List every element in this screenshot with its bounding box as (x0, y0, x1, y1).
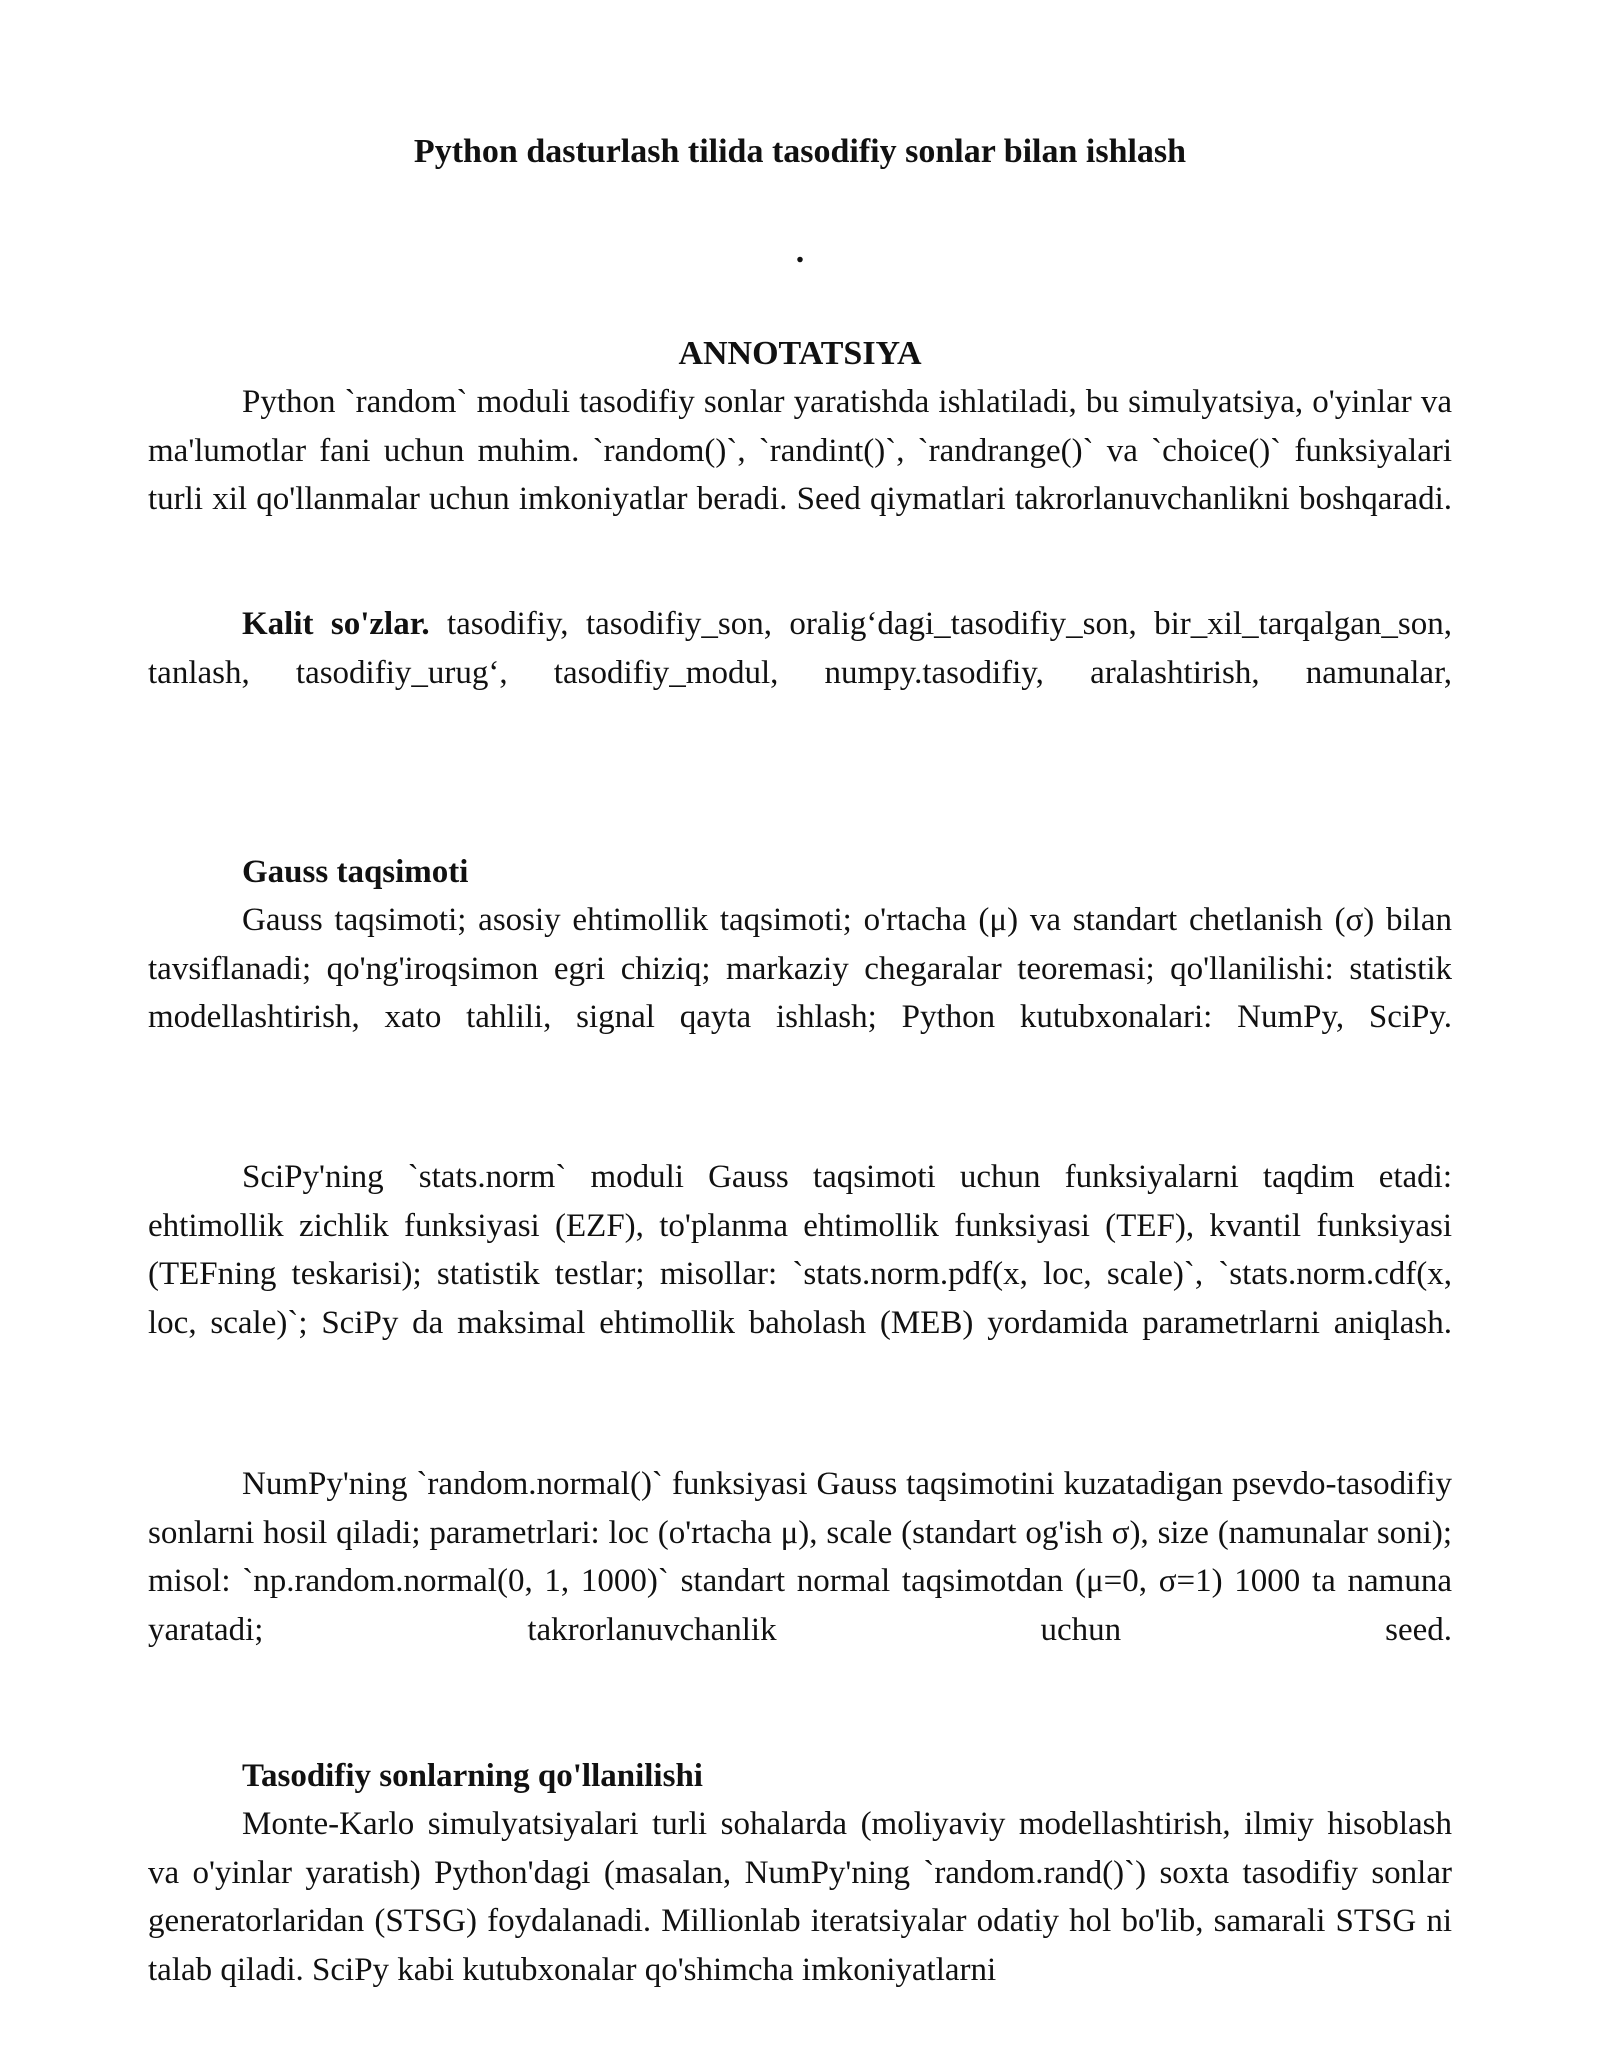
gauss-text-1: Gauss taqsimoti; asosiy ehtimollik taqsimoti; o'rtacha (μ) va standart chetlanish (σ) bilan tavsiflanadi; qo'ng'iroqsimon egri chiziq; markaziy chegaralar teoremasi; qo'llanilishi: statistik modellashtirish, xato tahlili, signal qayta ishlash; Python kutubxonalari: NumPy, SciPy. (148, 902, 1452, 1035)
keywords-paragraph (148, 600, 1452, 697)
applications-paragraph-1 (148, 1800, 1452, 1994)
annotation-text: Python `random` moduli tasodifiy sonlar yaratishda ishlatiladi, bu simulyatsiya, o'yinlar va ma'lumotlar fani uchun muhim. `random()`, `randint()`, `randrange()` va `choice()` funksiyalari turli xil qo'llanmalar uchun imkoniyatlar beradi. Seed qiymatlari takrorlanuvchanlikni boshqaradi. (148, 384, 1452, 517)
gauss-text-2: SciPy'ning `stats.norm` moduli Gauss taqsimoti uchun funksiyalarni taqdim etadi: ehtimollik zichlik funksiyasi (EZF), to'planma ehtimollik funksiyasi (TEF), kvantil funksiyasi (TEFning teskarisi); statistik testlar; misollar: `stats.norm.pdf(x, loc, scale)`, `stats.norm.cdf(x, loc, scale)`; SciPy da maksimal ehtimollik baholash (MEB) yordamida parametrlarni aniqlash. (148, 1159, 1452, 1341)
annotation-heading: ANNOTATSIYA (678, 335, 922, 372)
keywords-text: tasodifiy, tasodifiy_son, oralig‘dagi_tasodifiy_son, bir_xil_tarqalgan_son, tanlash, tasodifiy_urug‘, tasodifiy_modul, numpy.tasodifiy, aralashtirish, namunalar, (148, 606, 1452, 691)
gauss-paragraph-1 (148, 896, 1452, 1042)
gauss-paragraph-3 (148, 1460, 1452, 1654)
gauss-text-3: NumPy'ning `random.normal()` funksiyasi Gauss taqsimotini kuzatadigan psevdo-tasodifiy sonlarni hosil qiladi; parametrlari: loc (o'rtacha μ), scale (standart og'ish σ), size (namunalar soni); misol: `np.random.normal(0, 1, 1000)` standart normal taqsimotdan (μ=0, σ=1) 1000 ta namuna yaratadi; takrorlanuvchanlik uchun seed. (148, 1466, 1452, 1648)
separator-dot: . (795, 233, 805, 270)
gauss-paragraph-2 (148, 1153, 1452, 1347)
applications-heading: Tasodifiy sonlarning qo'llanilishi (242, 1758, 703, 1794)
applications-text-1: Monte-Karlo simulyatsiyalari turli sohalarda (moliyaviy modellashtirish, ilmiy hisoblash va o'yinlar yaratish) Python'dagi (masalan, NumPy'ning `random.rand()`) soxta tasodifiy sonlar generatorlaridan (STSG) foydalanadi. Millionlab iteratsiyalar odatiy hol bo'lib, samarali STSG ni talab qiladi. SciPy kabi kutubxonalar qo'shimcha imkoniyatlarni (148, 1806, 1452, 1988)
keywords-label: Kalit so'zlar. (242, 606, 430, 642)
annotation-paragraph (148, 378, 1452, 524)
document-title: Python dasturlash tilida tasodifiy sonlar bilan ishlash (413, 133, 1187, 170)
gauss-heading: Gauss taqsimoti (242, 854, 469, 890)
